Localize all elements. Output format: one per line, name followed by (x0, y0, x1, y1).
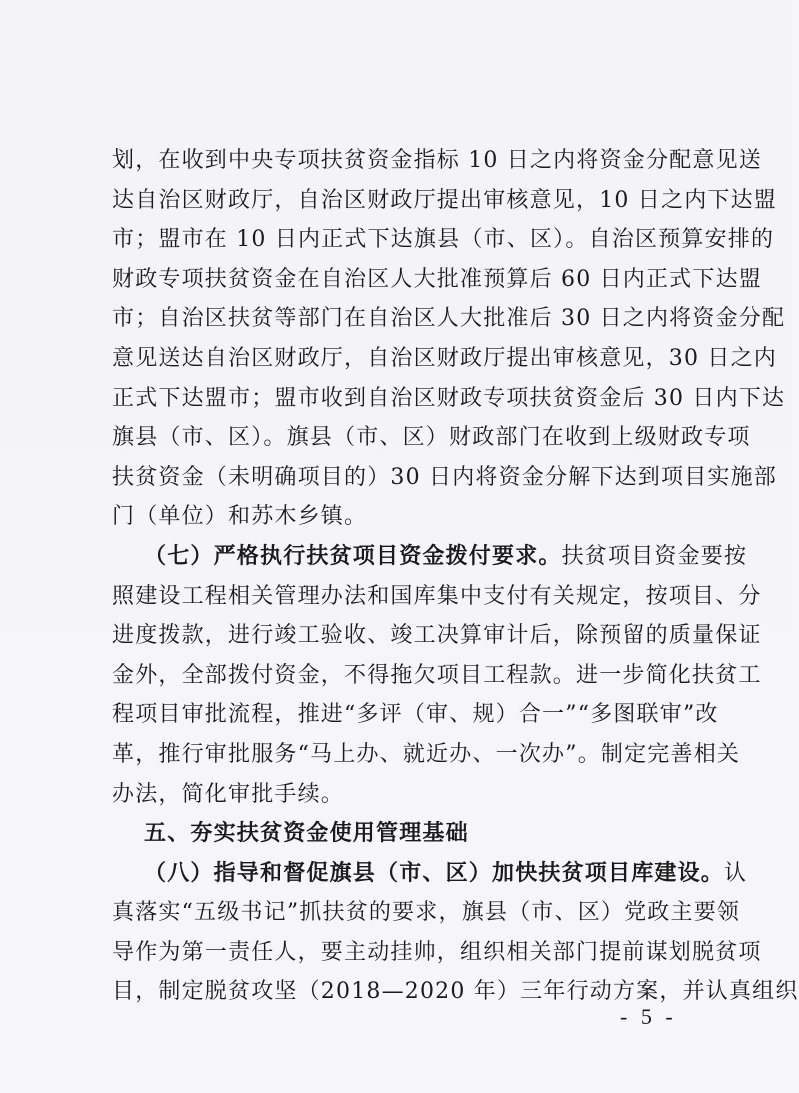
text-line: 办法，简化审批手续。 (112, 781, 345, 807)
text-line: 财政专项扶贫资金在自治区人大批准预算后 60 日内正式下达盟 (112, 266, 762, 292)
text-line: 扶贫资金（未明确项目的）30 日内将资金分解下达到项目实施部 (112, 464, 777, 490)
section-5-heading: 五、夯实扶贫资金使用管理基础 (144, 821, 469, 847)
paragraph-7-first-line (112, 537, 748, 577)
page-number: - 5 - (620, 1004, 677, 1029)
paragraph-7-heading: （七）严格执行扶贫项目资金拨付要求。 (144, 543, 562, 569)
text-line: 金外，全部拨付资金，不得拖欠项目工程款。进一步简化扶贫工 (112, 662, 762, 688)
paragraph-7-first-text: 扶贫项目资金要按 (561, 543, 748, 569)
text-line: 程项目审批流程，推进“多评（审、规）合一”“多图联审”改 (112, 702, 719, 728)
text-line: 导作为第一责任人，要主动挂帅，组织相关部门提前谋划脱贫项 (112, 939, 762, 965)
text-line: 革，推行审批服务“马上办、就近办、一次办”。制定完善相关 (112, 741, 741, 767)
text-line: 划，在收到中央专项扶贫资金指标 10 日之内将资金分配意见送 (112, 148, 762, 173)
paragraph-8-first-text: 认 (724, 860, 748, 886)
text-line: 达自治区财政厅，自治区财政厅提出审核意见，10 日之内下达盟 (112, 187, 777, 213)
text-line: 照建设工程相关管理办法和国库集中支付有关规定，按项目、分 (112, 583, 762, 609)
text-line: 目，制定脱贫攻坚（2018—2020 年）三年行动方案，并认真组织 (112, 979, 799, 1005)
text-line: 旗县（市、区）。旗县（市、区）财政部门在收到上级财政专项 (112, 425, 751, 451)
text-line: 市；盟市在 10 日内正式下达旗县（市、区）。自治区预算安排的 (112, 227, 775, 253)
paragraph-8-first-line (112, 854, 748, 894)
text-line: 市；自治区扶贫等部门在自治区人大批准后 30 日之内将资金分配 (112, 306, 786, 332)
text-line: 正式下达盟市；盟市收到自治区财政专项扶贫资金后 30 日内下达 (112, 385, 786, 411)
text-line: 意见送达自治区财政厅，自治区财政厅提出审核意见，30 日之内 (112, 345, 777, 371)
paragraph-8-heading: （八）指导和督促旗县（市、区）加快扶贫项目库建设。 (144, 860, 725, 886)
text-line: 进度拨款，进行竣工验收、竣工决算审计后，除预留的质量保证 (112, 623, 762, 649)
text-line: 真落实“五级书记”抓扶贫的要求，旗县（市、区）党政主要领 (112, 900, 741, 926)
body-text (112, 141, 799, 1012)
text-line: 门（单位）和苏木乡镇。 (112, 504, 368, 530)
